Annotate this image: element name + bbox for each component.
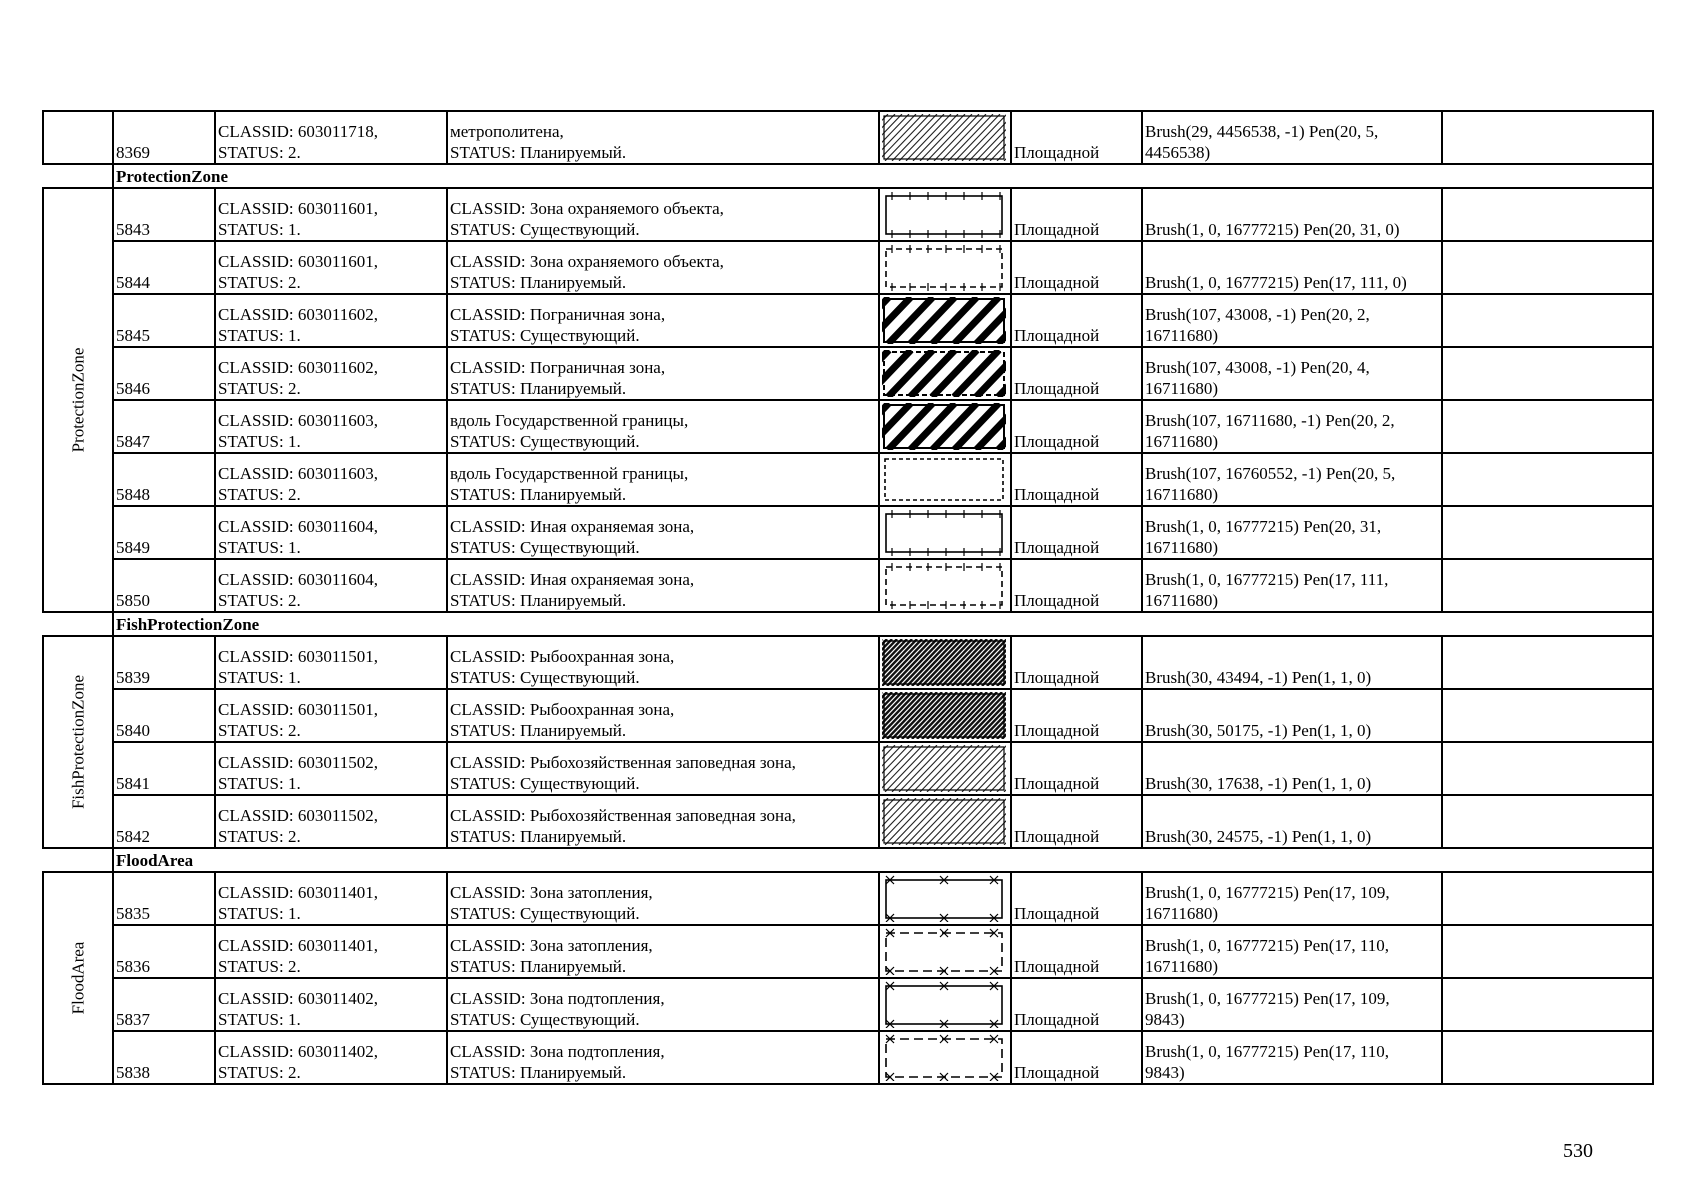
cell-line: STATUS: Существующий. [450,432,640,451]
cell-line: 16711680) [1145,957,1219,976]
style-cell [1142,1031,1442,1084]
style-cell [1142,742,1442,795]
cell-line: STATUS: Существующий. [450,668,640,687]
group-label-cell [43,636,113,848]
cell-line: STATUS: Существующий. [450,774,640,793]
empty-cell [1442,453,1653,506]
symbol-cell [879,294,1011,347]
cell-line: 9843) [1145,1010,1185,1029]
section-title: ProtectionZone [113,164,1653,188]
cell-line [1145,198,1439,219]
style-cell [1142,347,1442,400]
cell-line: Brush(1, 0, 16777215) Pen(17, 110, [1145,936,1389,955]
geometry-cell: Площадной [1011,636,1142,689]
legend-symbol-icon [882,114,1008,161]
cell-line: 16711680) [1145,485,1219,504]
group-label-cell [43,111,113,164]
cell-line: Brush(1, 0, 16777215) Pen(17, 109, [1145,883,1390,902]
description-cell [447,795,879,848]
style-cell [1142,453,1442,506]
cell-line: STATUS: Существующий. [450,1010,640,1029]
section-header-blank [43,848,113,872]
cell-line: STATUS: Планируемый. [450,591,627,610]
symbol-cell [879,188,1011,241]
style-cell [1142,978,1442,1031]
classid-cell [215,111,447,164]
classid-cell [215,689,447,742]
style-cell [1142,111,1442,164]
empty-cell [1442,795,1653,848]
cell-line: CLASSID: Зона подтопления, [450,1042,665,1061]
geometry-cell: Площадной [1011,978,1142,1031]
cell-line: CLASSID: 603011401, [218,883,378,902]
symbol-cell [879,978,1011,1031]
description-cell [447,188,879,241]
cell-line: STATUS: 2. [218,957,301,976]
table-row [43,689,1653,742]
cell-line: Brush(30, 50175, -1) Pen(1, 1, 0) [1145,721,1372,740]
cell-line: Brush(107, 43008, -1) Pen(20, 2, [1145,305,1370,324]
table-row [43,978,1653,1031]
geometry-cell: Площадной [1011,400,1142,453]
description-cell [447,925,879,978]
symbol-cell [879,689,1011,742]
geometry-cell: Площадной [1011,925,1142,978]
description-cell [447,872,879,925]
cell-line: STATUS: 1. [218,668,301,687]
cell-line: Brush(107, 16760552, -1) Pen(20, 5, [1145,464,1396,483]
id-cell: 5838 [113,1031,215,1084]
cell-line: Brush(30, 17638, -1) Pen(1, 1, 0) [1145,774,1372,793]
cell-line: CLASSID: 603011602, [218,358,378,377]
geometry-cell: Площадной [1011,111,1142,164]
cell-line: STATUS: Планируемый. [450,273,627,292]
cell-line: Brush(1, 0, 16777215) Pen(17, 110, [1145,1042,1389,1061]
legend-symbol-icon [882,456,1008,503]
symbol-cell [879,241,1011,294]
cell-line: Brush(29, 4456538, -1) Pen(20, 5, [1145,122,1379,141]
table-row [43,506,1653,559]
symbol-cell [879,506,1011,559]
cell-line: STATUS: 2. [218,591,301,610]
cell-line: STATUS: 1. [218,220,301,239]
description-cell [447,559,879,612]
section-header-row [43,848,1653,872]
cell-line: CLASSID: 603011601, [218,199,378,218]
cell-line: Brush(1, 0, 16777215) Pen(17, 109, [1145,989,1390,1008]
cell-line [1145,251,1439,272]
style-cell [1142,795,1442,848]
id-cell: 5848 [113,453,215,506]
table-row [43,636,1653,689]
geometry-cell: Площадной [1011,795,1142,848]
cell-line: CLASSID: Зона подтопления, [450,989,665,1008]
empty-cell [1442,689,1653,742]
symbol-cell [879,559,1011,612]
cell-line: STATUS: 2. [218,721,301,740]
geometry-cell: Площадной [1011,872,1142,925]
section-header-row [43,164,1653,188]
classid-cell [215,559,447,612]
group-label: FloodArea [68,941,88,1015]
description-cell [447,453,879,506]
cell-line: STATUS: 2. [218,485,301,504]
id-cell: 5847 [113,400,215,453]
classid-cell [215,872,447,925]
cell-line: CLASSID: Рыбохозяйственная заповедная зона, [450,806,796,825]
id-cell: 5841 [113,742,215,795]
cell-line: CLASSID: 603011401, [218,936,378,955]
cell-line: CLASSID: 603011718, [218,122,378,141]
cell-line: STATUS: Планируемый. [450,957,627,976]
cell-line: Brush(107, 43008, -1) Pen(20, 4, [1145,358,1370,377]
geometry-cell: Площадной [1011,347,1142,400]
cell-line: STATUS: Существующий. [450,904,640,923]
geometry-cell: Площадной [1011,188,1142,241]
table-row [43,872,1653,925]
cell-line: STATUS: 1. [218,432,301,451]
table-body [43,111,1653,1084]
id-cell: 5844 [113,241,215,294]
cell-line: CLASSID: Зона затопления, [450,883,653,902]
legend-symbol-icon [882,562,1008,609]
legend-symbol-icon [882,928,1008,975]
empty-cell [1442,636,1653,689]
cell-line: CLASSID: 603011602, [218,305,378,324]
empty-cell [1442,506,1653,559]
cell-line: Brush(107, 16711680, -1) Pen(20, 2, [1145,411,1395,430]
empty-cell [1442,294,1653,347]
cell-line: CLASSID: Зона охраняемого объекта, [450,252,724,271]
cell-line: CLASSID: Пограничная зона, [450,305,666,324]
cell-line: CLASSID: 603011502, [218,753,378,772]
classid-cell [215,506,447,559]
cell-line: 16711680) [1145,904,1219,923]
cell-line: STATUS: 2. [218,827,301,846]
cell-line [1145,646,1439,667]
classid-cell [215,636,447,689]
cell-line: CLASSID: 603011603, [218,464,378,483]
cell-line: STATUS: 1. [218,538,301,557]
document-table-area [42,110,1652,1085]
description-cell [447,636,879,689]
geometry-cell: Площадной [1011,689,1142,742]
description-cell [447,111,879,164]
id-cell: 5850 [113,559,215,612]
cell-line: CLASSID: 603011501, [218,700,378,719]
id-cell: 5846 [113,347,215,400]
table-row [43,188,1653,241]
cell-line: 16711680) [1145,538,1219,557]
cell-line: STATUS: Планируемый. [450,1063,627,1082]
id-cell: 5836 [113,925,215,978]
description-cell [447,742,879,795]
cell-line: CLASSID: 603011603, [218,411,378,430]
description-cell [447,978,879,1031]
empty-cell [1442,347,1653,400]
id-cell: 5835 [113,872,215,925]
cell-line: STATUS: 2. [218,273,301,292]
symbol-cell [879,400,1011,453]
legend-symbol-icon [882,745,1008,792]
cell-line: вдоль Государственной границы, [450,464,689,483]
cell-line: STATUS: 1. [218,1010,301,1029]
table-row [43,559,1653,612]
geometry-cell: Площадной [1011,1031,1142,1084]
cell-line: STATUS: 1. [218,904,301,923]
table-row [43,1031,1653,1084]
group-label: ProtectionZone [68,347,88,453]
cell-line: Brush(1, 0, 16777215) Pen(20, 31, 0) [1145,220,1400,239]
table-row [43,294,1653,347]
geometry-cell: Площадной [1011,506,1142,559]
table-row [43,241,1653,294]
classid-cell [215,241,447,294]
cell-line: Brush(1, 0, 16777215) Pen(17, 111, [1145,570,1389,589]
group-label-cell [43,188,113,612]
cell-line: CLASSID: 603011402, [218,1042,378,1061]
style-cell [1142,872,1442,925]
cell-line: STATUS: Планируемый. [450,721,627,740]
section-title: FishProtectionZone [113,612,1653,636]
cell-line: STATUS: 2. [218,379,301,398]
legend-symbol-icon [882,692,1008,739]
cell-line: CLASSID: Иная охраняемая зона, [450,517,695,536]
legend-symbol-icon [882,981,1008,1028]
section-header-blank [43,612,113,636]
geometry-cell: Площадной [1011,559,1142,612]
cell-line: Brush(1, 0, 16777215) Pen(17, 111, 0) [1145,273,1407,292]
cell-line [1145,805,1439,826]
cell-line: 16711680) [1145,326,1219,345]
empty-cell [1442,978,1653,1031]
cell-line: CLASSID: Рыбоохранная зона, [450,700,675,719]
classid-cell [215,347,447,400]
classid-cell [215,294,447,347]
symbol-cell [879,872,1011,925]
cell-line: CLASSID: Пограничная зона, [450,358,666,377]
empty-cell [1442,400,1653,453]
cell-line: CLASSID: Рыбохозяйственная заповедная зона, [450,753,796,772]
id-cell: 5849 [113,506,215,559]
id-cell: 5842 [113,795,215,848]
symbol-table [42,110,1654,1085]
classid-cell [215,925,447,978]
cell-line: STATUS: 1. [218,326,301,345]
legend-symbol-icon [882,1034,1008,1081]
cell-line: STATUS: Планируемый. [450,827,627,846]
table-row [43,742,1653,795]
cell-line: CLASSID: 603011501, [218,647,378,666]
legend-symbol-icon [882,509,1008,556]
section-title: FloodArea [113,848,1653,872]
empty-cell [1442,241,1653,294]
style-cell [1142,506,1442,559]
symbol-cell [879,347,1011,400]
legend-symbol-icon [882,244,1008,291]
id-cell: 5845 [113,294,215,347]
cell-line [1145,752,1439,773]
description-cell [447,1031,879,1084]
cell-line: вдоль Государственной границы, [450,411,689,430]
cell-line: STATUS: Существующий. [450,326,640,345]
description-cell [447,241,879,294]
cell-line: Brush(30, 43494, -1) Pen(1, 1, 0) [1145,668,1372,687]
symbol-cell [879,742,1011,795]
description-cell [447,689,879,742]
cell-line: STATUS: 1. [218,774,301,793]
id-cell: 5837 [113,978,215,1031]
symbol-cell [879,795,1011,848]
table-row [43,453,1653,506]
page-number: 530 [1563,1140,1593,1162]
symbol-cell [879,1031,1011,1084]
empty-cell [1442,872,1653,925]
cell-line: STATUS: 2. [218,143,301,162]
cell-line: CLASSID: Иная охраняемая зона, [450,570,695,589]
cell-line: Brush(1, 0, 16777215) Pen(20, 31, [1145,517,1382,536]
cell-line: 4456538) [1145,143,1211,162]
legend-symbol-icon [882,350,1008,397]
style-cell [1142,559,1442,612]
id-cell: 5843 [113,188,215,241]
cell-line: STATUS: Планируемый. [450,379,627,398]
style-cell [1142,925,1442,978]
style-cell [1142,241,1442,294]
geometry-cell: Площадной [1011,241,1142,294]
empty-cell [1442,559,1653,612]
cell-line: CLASSID: 603011402, [218,989,378,1008]
style-cell [1142,294,1442,347]
cell-line: STATUS: Существующий. [450,538,640,557]
empty-cell [1442,111,1653,164]
classid-cell [215,795,447,848]
geometry-cell: Площадной [1011,742,1142,795]
cell-line: CLASSID: 603011604, [218,517,378,536]
legend-symbol-icon [882,297,1008,344]
table-row [43,795,1653,848]
classid-cell [215,1031,447,1084]
style-cell [1142,689,1442,742]
classid-cell [215,453,447,506]
cell-line: CLASSID: Рыбоохранная зона, [450,647,675,666]
cell-line: STATUS: 2. [218,1063,301,1082]
cell-line: CLASSID: Зона охраняемого объекта, [450,199,724,218]
cell-line: CLASSID: 603011601, [218,252,378,271]
table-row [43,347,1653,400]
description-cell [447,347,879,400]
empty-cell [1442,925,1653,978]
style-cell [1142,636,1442,689]
cell-line: CLASSID: Зона затопления, [450,936,653,955]
classid-cell [215,742,447,795]
table-row [43,111,1653,164]
geometry-cell: Площадной [1011,294,1142,347]
id-cell: 5840 [113,689,215,742]
description-cell [447,506,879,559]
description-cell [447,294,879,347]
section-header-blank [43,164,113,188]
id-cell: 5839 [113,636,215,689]
legend-symbol-icon [882,798,1008,845]
group-label: FishProtectionZone [68,674,88,810]
cell-line: STATUS: Существующий. [450,220,640,239]
cell-line: Brush(30, 24575, -1) Pen(1, 1, 0) [1145,827,1372,846]
legend-symbol-icon [882,639,1008,686]
table-row [43,400,1653,453]
table-row [43,925,1653,978]
cell-line: 16711680) [1145,591,1219,610]
empty-cell [1442,742,1653,795]
id-cell: 8369 [113,111,215,164]
empty-cell [1442,1031,1653,1084]
cell-line [1145,699,1439,720]
cell-line: метрополитена, [450,122,564,141]
symbol-cell [879,453,1011,506]
cell-line: CLASSID: 603011502, [218,806,378,825]
section-header-row [43,612,1653,636]
style-cell [1142,400,1442,453]
empty-cell [1442,188,1653,241]
legend-symbol-icon [882,875,1008,922]
cell-line: 16711680) [1145,379,1219,398]
group-label-cell [43,872,113,1084]
cell-line: 16711680) [1145,432,1219,451]
cell-line: STATUS: Планируемый. [450,485,627,504]
classid-cell [215,978,447,1031]
symbol-cell [879,925,1011,978]
classid-cell [215,188,447,241]
style-cell [1142,188,1442,241]
cell-line: STATUS: Планируемый. [450,143,627,162]
cell-line: 9843) [1145,1063,1185,1082]
cell-line: CLASSID: 603011604, [218,570,378,589]
description-cell [447,400,879,453]
legend-symbol-icon [882,191,1008,238]
geometry-cell: Площадной [1011,453,1142,506]
classid-cell [215,400,447,453]
symbol-cell [879,636,1011,689]
legend-symbol-icon [882,403,1008,450]
symbol-cell [879,111,1011,164]
